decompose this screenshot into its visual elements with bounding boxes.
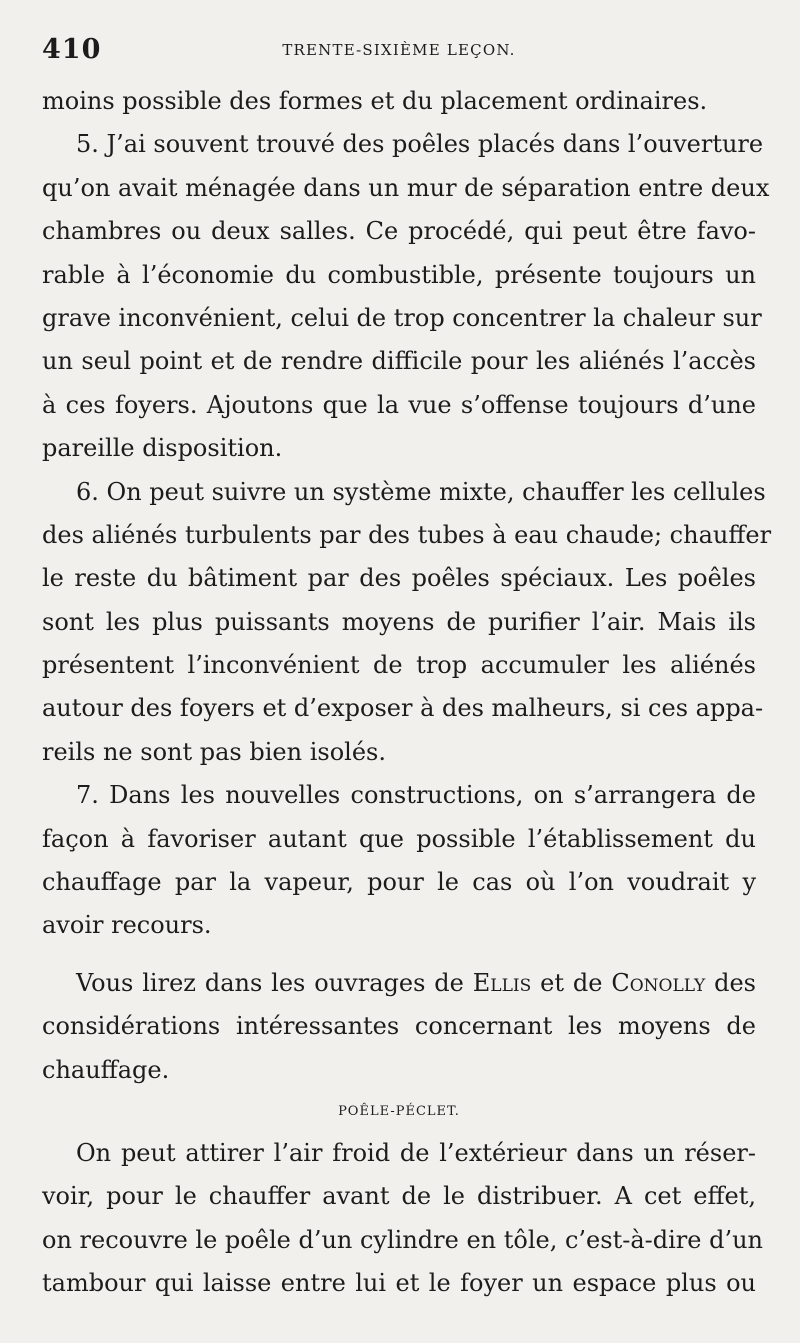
text-line: grave inconvénient, celui de trop concentrer la chaleur sur — [42, 303, 762, 332]
text-line: considérations intéressantes concernant les moyens de — [42, 1012, 756, 1041]
text-line: 7. Dans les nouvelles constructions, on s’arrangera de — [76, 781, 756, 810]
text-line: on recouvre le poêle d’un cylindre en tôle, c’est-à-dire d’un — [42, 1225, 763, 1254]
author-name-ellis: Ellis — [472, 968, 532, 997]
section-heading: POÊLE-PÉCLET. — [338, 1103, 460, 1119]
text-line: chambres ou deux salles. Ce procédé, qui peut être favo- — [42, 217, 756, 246]
text-line: voir, pour le chauffer avant de le distribuer. A cet effet, — [42, 1182, 756, 1211]
text-line: présentent l’inconvénient de trop accumuler les aliénés — [42, 651, 756, 680]
text-line: à ces foyers. Ajoutons que la vue s’offense toujours d’une — [42, 390, 756, 419]
text-line: chauffage par la vapeur, pour le cas où l’on voudrait y — [42, 868, 756, 897]
text-line: rable à l’économie du combustible, présente toujours un — [42, 260, 756, 289]
paragraph-continuation — [42, 80, 756, 123]
text-line: pareille disposition. — [42, 434, 283, 463]
text-line: le reste du bâtiment par des poêles spéciaux. Les poêles — [42, 564, 756, 593]
text-fragment: et de — [531, 968, 612, 997]
text-line: moins possible des formes et du placement ordinaires. — [42, 87, 708, 115]
text-line: qu’on avait ménagée dans un mur de séparation entre deux — [42, 173, 770, 202]
paragraph-item-5 — [42, 123, 770, 470]
page-number: 410 — [42, 34, 102, 65]
author-name-conolly: Conolly — [611, 968, 706, 997]
paragraph-item-6 — [42, 471, 772, 775]
running-title: TRENTE-SIXIÈME LEÇON. — [282, 41, 516, 59]
text-line: chauffage. — [42, 1055, 170, 1084]
text-line: avoir recours. — [42, 911, 212, 940]
page-header — [42, 34, 756, 70]
page-body — [42, 80, 772, 1306]
text-line: tambour qui laisse entre lui et le foyer un espace plus ou — [42, 1269, 756, 1298]
text-line: reils ne sont pas bien isolés. — [42, 737, 386, 766]
text-line: sont les plus puissants moyens de purifier l’air. Mais ils — [42, 607, 756, 636]
paragraph-item-7 — [42, 774, 756, 948]
paragraph-gap — [42, 948, 756, 962]
text-line: autour des foyers et d’exposer à des malheurs, si ces appa- — [42, 694, 764, 723]
text-line: On peut attirer l’air froid de l’extérieur dans un réser- — [76, 1138, 756, 1167]
paragraph-poele-peclet — [42, 1132, 763, 1306]
text-line: un seul point et de rendre difficile pour les aliénés l’accès — [42, 347, 756, 376]
text-line: façon à favoriser autant que possible l’établissement du — [42, 824, 756, 853]
text-line: 6. On peut suivre un système mixte, chauffer les cellules — [76, 477, 766, 506]
text-line: 5. J’ai souvent trouvé des poêles placés dans l’ouverture — [76, 130, 764, 159]
paragraph-references — [42, 962, 756, 1092]
text-fragment: des — [705, 968, 756, 997]
text-fragment: Vous lirez dans les ouvrages de — [76, 968, 473, 997]
text-line — [42, 962, 756, 1005]
text-line: des aliénés turbulents par des tubes à eau chaude; chauffer — [42, 520, 772, 549]
